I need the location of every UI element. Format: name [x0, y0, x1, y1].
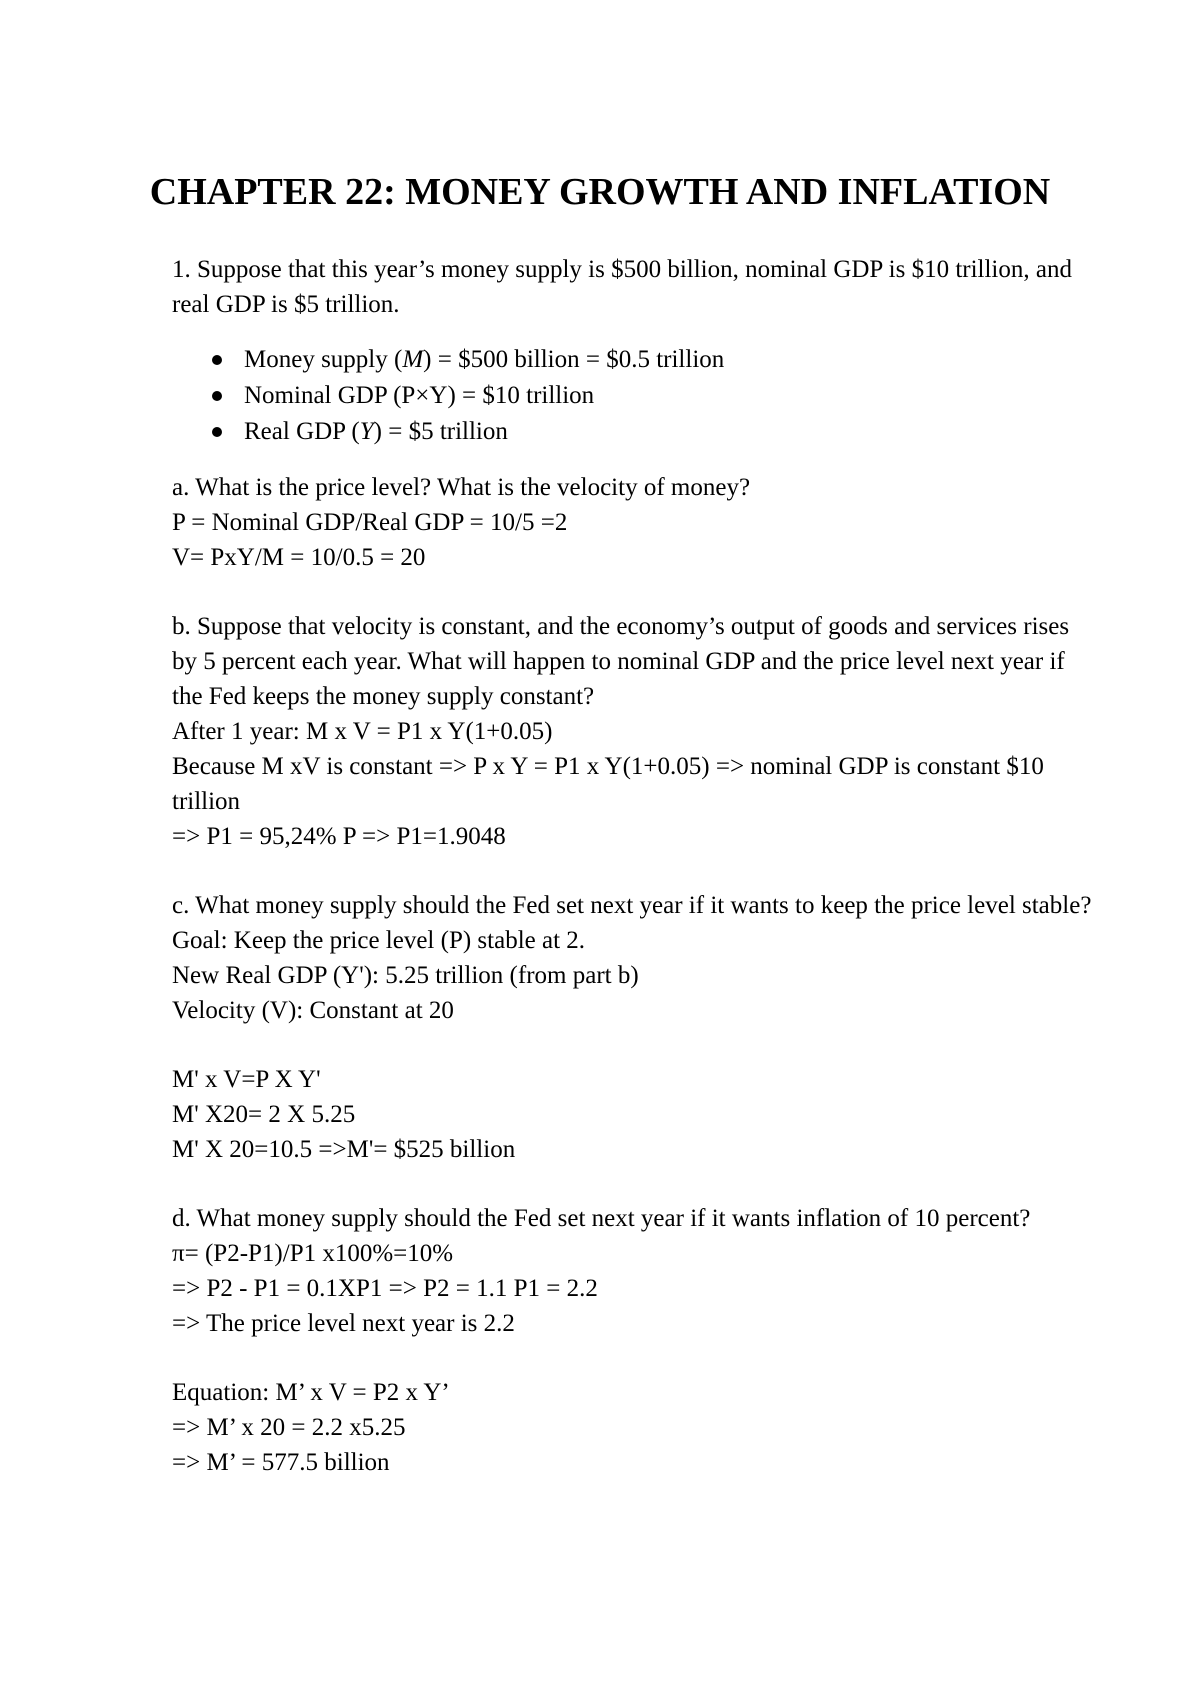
part-c	[172, 888, 1092, 1167]
part-d	[172, 1201, 1092, 1480]
list-item: Nominal GDP (P×Y) = $10 trillion	[172, 378, 1092, 414]
givens-list	[172, 342, 1092, 450]
document-body	[172, 252, 1092, 1480]
part-c-question: c. What money supply should the Fed set next year if it wants to keep the price level stable?	[172, 892, 1092, 919]
part-c-line: Goal: Keep the price level (P) stable at 2.	[172, 927, 586, 954]
part-c-calc: M' X 20=10.5 =>M'= $525 billion	[172, 1136, 516, 1163]
part-b-line: After 1 year: M x V = P1 x Y(1+0.05)	[172, 718, 553, 745]
part-b-line: => P1 = 95,24% P => P1=1.9048	[172, 823, 506, 850]
part-c-calc: M' x V=P X Y'	[172, 1066, 321, 1093]
part-c-line: Velocity (V): Constant at 20	[172, 997, 454, 1024]
part-b	[172, 609, 1092, 854]
part-d-line: => P2 - P1 = 0.1XP1 => P2 = 1.1 P1 = 2.2	[172, 1275, 598, 1302]
part-c-calc: M' X20= 2 X 5.25	[172, 1101, 356, 1128]
bullet-icon	[212, 355, 222, 365]
chapter-title: CHAPTER 22: MONEY GROWTH AND INFLATION	[149, 171, 1051, 213]
part-d-equation: Equation: M’ x V = P2 x Y’	[172, 1379, 450, 1406]
part-a-line: P = Nominal GDP/Real GDP = 10/5 =2	[172, 509, 568, 536]
part-a-question: a. What is the price level? What is the velocity of money?	[172, 474, 751, 501]
part-d-equation: => M’ x 20 = 2.2 x5.25	[172, 1414, 406, 1441]
part-d-question: d. What money supply should the Fed set next year if it wants inflation of 10 percent?	[172, 1205, 1031, 1232]
list-item: Real GDP (Y) = $5 trillion	[172, 414, 1092, 450]
part-b-line: Because M xV is constant => P x Y = P1 x Y(1+0.05) => nominal GDP is constant $10 trillion	[172, 753, 1044, 815]
question-text: 1. Suppose that this year’s money supply is $500 billion, nominal GDP is $10 trillion, and real GDP is $5 trillion.	[172, 256, 1072, 318]
part-d-line: π= (P2-P1)/P1 x100%=10%	[172, 1240, 454, 1267]
bullet-icon	[212, 427, 222, 437]
part-b-question: b. Suppose that velocity is constant, and the economy’s output of goods and services rises by 5 percent each year. What will happen to nominal GDP and the price level next year if the Fed keeps the money supply constant?	[172, 613, 1070, 710]
part-a	[172, 470, 1092, 575]
bullet-icon	[212, 391, 222, 401]
part-d-line: => The price level next year is 2.2	[172, 1310, 515, 1337]
list-item: Money supply (M) = $500 billion = $0.5 trillion	[172, 342, 1092, 378]
part-c-line: New Real GDP (Y'): 5.25 trillion (from part b)	[172, 962, 639, 989]
part-a-line: V= PxY/M = 10/0.5 = 20	[172, 544, 426, 571]
part-d-equation: => M’ = 577.5 billion	[172, 1449, 390, 1476]
